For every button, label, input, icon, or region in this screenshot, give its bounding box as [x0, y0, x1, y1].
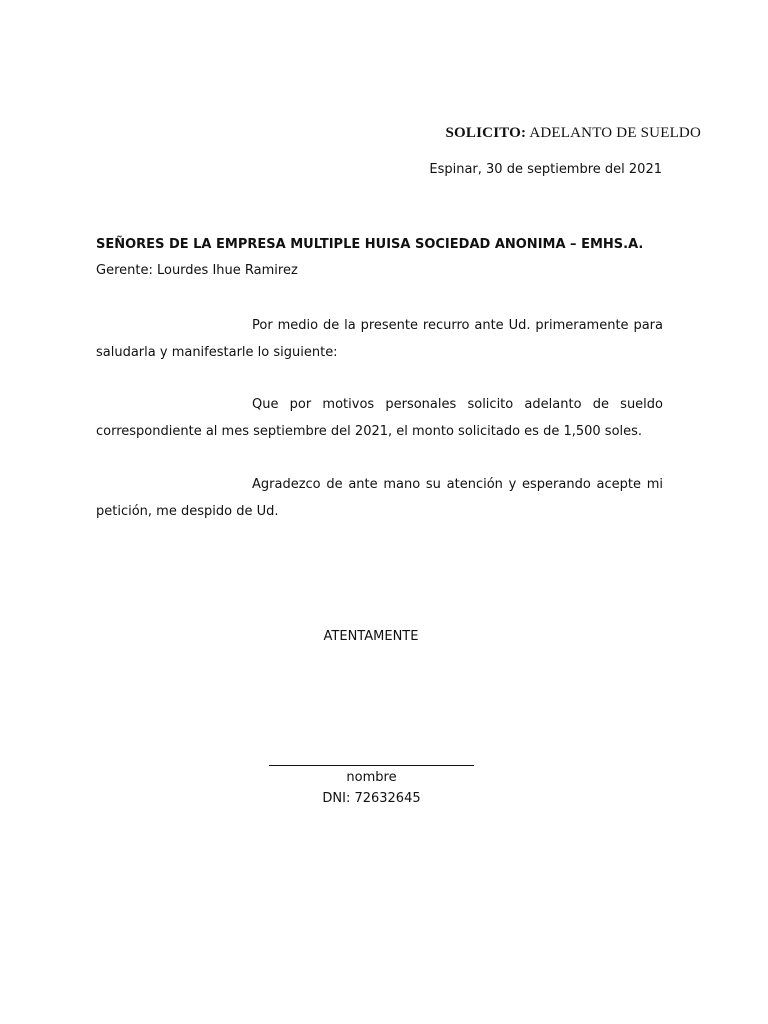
body-paragraph-request: Que por motivos personales solicito adelanto de sueldo correspondiente al mes septiembre del 2021, el monto solicitado es de 1,500 soles. — [96, 397, 663, 439]
subject-line — [446, 125, 701, 142]
signature-name: nombre — [346, 770, 397, 785]
manager-line: Gerente: Lourdes Ihue Ramirez — [96, 263, 298, 278]
recipient-heading: SEÑORES DE LA EMPRESA MULTIPLE HUISA SOCIEDAD ANONIMA – EMHS.A. — [96, 237, 644, 252]
body-paragraph-greeting: Por medio de la presente recurro ante Ud. primeramente para saludarla y manifestarle lo siguiente: — [96, 318, 663, 360]
body-paragraph-farewell: Agradezco de ante mano su atención y esperando acepte mi petición, me despido de Ud. — [96, 477, 663, 519]
place-date: Espinar, 30 de septiembre del 2021 — [429, 162, 662, 177]
signature-line — [269, 765, 474, 766]
subject-label: SOLICITO: — [445, 125, 527, 141]
subject-value: ADELANTO DE SUELDO — [529, 125, 701, 141]
closing-salutation: ATENTAMENTE — [323, 629, 419, 644]
signature-dni: DNI: 72632645 — [322, 791, 421, 806]
